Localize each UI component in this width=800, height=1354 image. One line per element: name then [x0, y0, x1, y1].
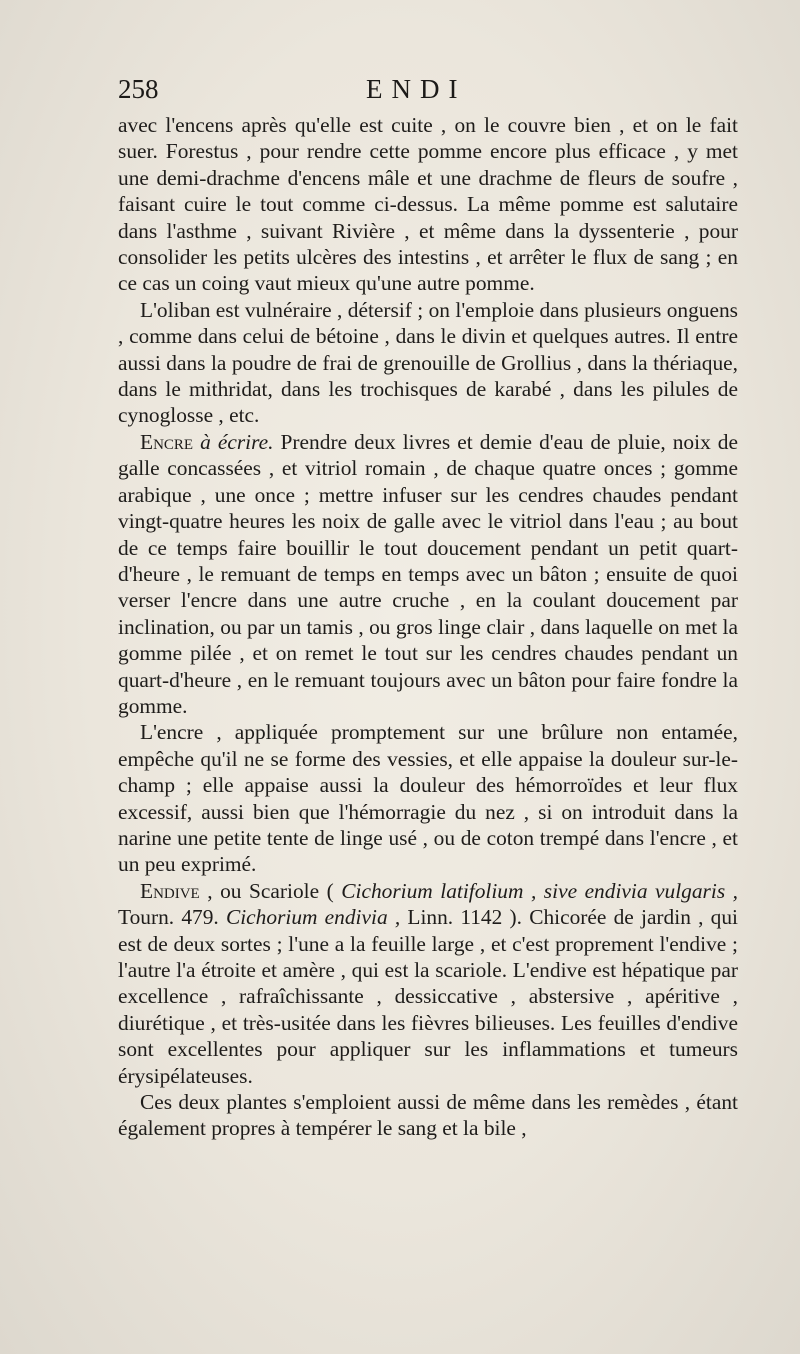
paragraph-oliban: L'oliban est vulnéraire , détersif ; on l'emploie dans plusieurs onguens , comme dans celui de bétoine , dans le divin et quelques autres. Il entre aussi dans la poudre de frai de grenouille de Grollius , dans la thériaque, dans le mithridat, dans les trochisques de karabé , dans les pilules de cynoglosse , etc. — [118, 297, 738, 428]
page-header — [118, 74, 738, 114]
running-head: ENDI — [366, 74, 467, 104]
endive-text-b: Tourn. 479. — [118, 905, 226, 930]
endive-text-c: Linn. 1142 ). Chicorée de jardin , qui est de deux sortes ; l'une a la feuille large , et c'est proprement l'endive ; l'autre l'a étroite et amère , qui est la scariole. L'endive est hépatique par excellence , rafraîchissante , dessiccative , abstersive , apéritive , diurétique , et très-usitée dans les fièvres bilieuses. Les feuilles d'endive sont excellentes pour appliquer sur les inflammations et tumeurs érysipélateuses. — [118, 905, 738, 1088]
paragraph-deux-plantes: Ces deux plantes s'emploient aussi de même dans les remèdes , étant également propres à tempérer le sang et la bile , — [118, 1090, 738, 1141]
paragraph-encre — [118, 429, 738, 719]
entry-body-encre: Prendre deux livres et demie d'eau de pluie, noix de galle concassées , et vitriol romain , de chaque quatre onces ; gomme arabique , une once ; mettre infuser sur les cendres chaudes pendant vingt-quatre heures les noix de galle avec le vitriol dans l'eau ; au bout de ce temps faire bouillir le tout doucement pendant un petit quart-d'heure , le remuant de temps en temps avec un bâton ; ensuite de quoi verser l'encre dans une autre cruche , en la coulant doucement par inclination, ou par un tamis , ou gros linge clair , dans laquelle on met la gomme pilée , et on remet le tout sur les cendres chaudes pendant un quart-d'heure , en le remuant toujours avec un bâton pour faire fondre la gomme. — [118, 429, 738, 718]
page-number: 258 — [118, 74, 159, 104]
endive-latin-name: Cichorium latifolium , sive endivia vulgaris , — [341, 878, 739, 903]
entry-head-endive: Endive — [140, 878, 200, 903]
paragraph-pomme: avec l'encens après qu'elle est cuite , on le couvre bien , et on le fait suer. Forestus , pour rendre cette pomme encore plus efficace , y met une demi-drachme d'encens mâle et une drachme de fleurs de soufre , faisant cuire le tout comme ci-dessus. La même pomme est salutaire dans l'asthme , suivant Rivière , et même dans la dyssenterie , pour consolider les petits ulcères des intestins , et arrêter le flux de sang ; en ce cas un coing vaut mieux qu'une autre pomme. — [118, 113, 738, 296]
endive-linnaeus-name: Cichorium endivia , — [225, 905, 401, 930]
paragraph-encre-usage: L'encre , appliquée promptement sur une brûlure non entamée, empêche qu'il ne se forme des vessies, et elle appaise la douleur sur-le-champ ; elle appaise aussi la douleur des hémorroïdes et leur flux excessif, aussi bien que l'hémorragie du nez , si on introduit dans la narine une petite tente de linge usé , ou de coton trempé dans l'encre , et un peu exprimé. — [118, 720, 738, 877]
body-text — [118, 112, 738, 1142]
endive-text-a: , ou Scariole ( — [199, 878, 342, 903]
entry-head-encre: Encre — [140, 429, 194, 454]
paragraph-endive — [118, 878, 738, 1089]
entry-subhead-encre: à écrire. — [200, 429, 274, 454]
